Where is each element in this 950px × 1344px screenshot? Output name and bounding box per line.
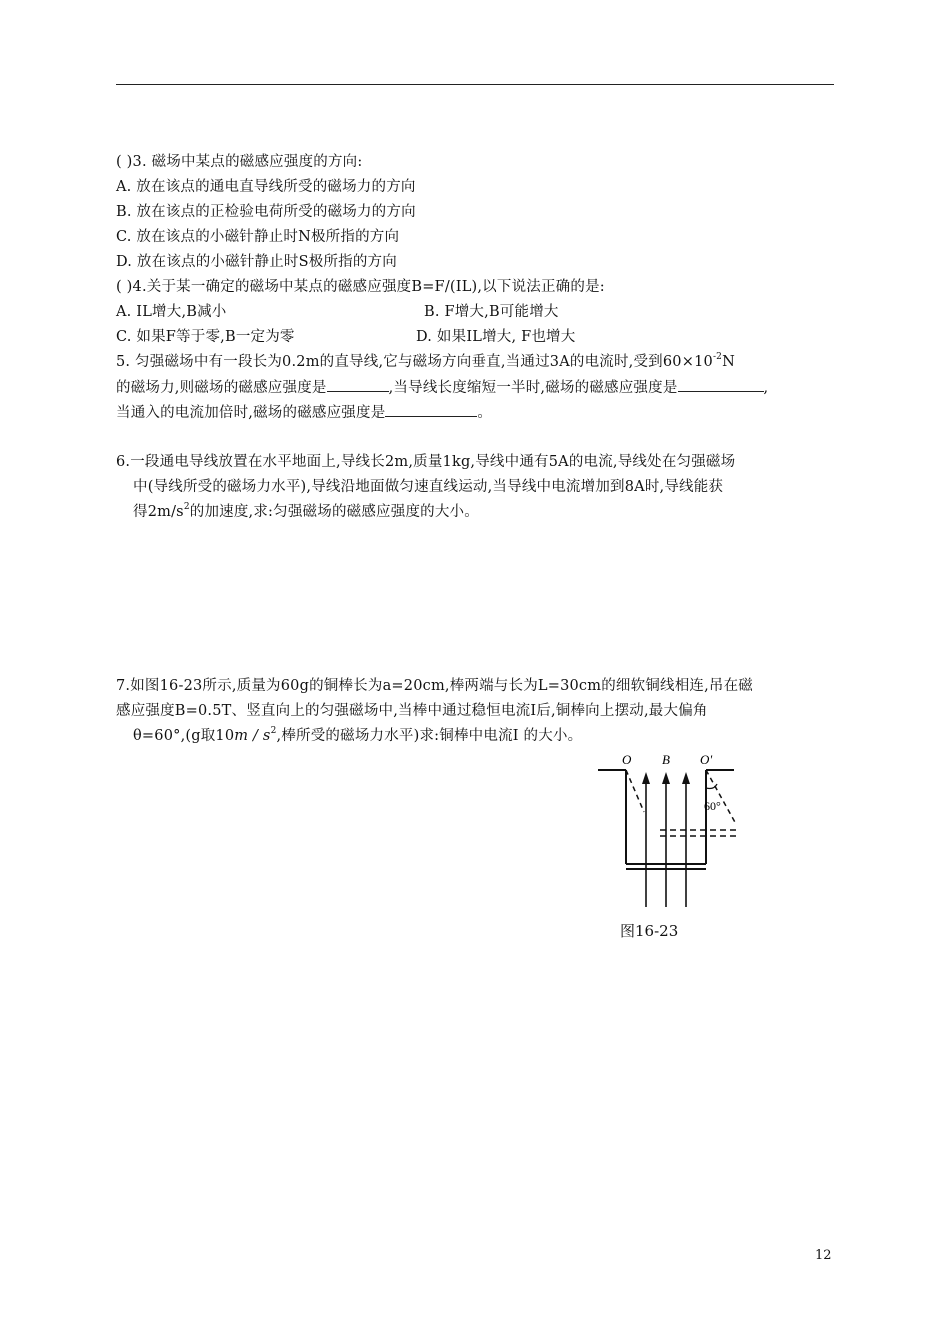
- q6-line-1: 6.一段通电导线放置在水平地面上,导线长2m,质量1kg,导线中通有5A的电流,导线处在匀强磁场: [116, 454, 736, 470]
- field-arrow-2: [662, 772, 670, 784]
- q7-unit: m / s: [234, 728, 271, 744]
- q7-line-1: 7.如图16-23所示,质量为60g的铜棒长为a=20cm,棒两端与长为L=30cm的细软铜线相连,吊在磁: [116, 678, 754, 694]
- q5-unit: N: [722, 354, 735, 370]
- q3-option-c: C. 放在该点的小磁针静止时N极所指的方向: [116, 229, 400, 245]
- label-o-prime: O': [700, 752, 713, 767]
- q5-line-2: [116, 377, 768, 398]
- q4-option-a: A. IL增大,B减小: [116, 304, 227, 320]
- q4-stem: ( )4.关于某一确定的磁场中某点的磁感应强度B=F/(IL),以下说法正确的是:: [116, 279, 605, 295]
- q3-stem: ( )3. 磁场中某点的磁感应强度的方向:: [116, 154, 363, 170]
- label-angle: 60°: [704, 799, 721, 813]
- q6-line-2: 中(导线所受的磁场力水平),导线沿地面做匀速直线运动,当导线中电流增加到8A时,导线能获: [133, 479, 724, 495]
- q6-exponent: 2: [183, 502, 190, 513]
- q5-line-2-text-b: ,当导线长度缩短一半时,磁场的磁感应强度是: [388, 380, 678, 396]
- q5-answer-blank-2[interactable]: [678, 377, 764, 392]
- q5-line-1: [116, 352, 735, 372]
- deflected-wire-right: [706, 770, 736, 824]
- q6-line-3-tail: 的加速度,求:匀强磁场的磁感应强度的大小。: [189, 504, 479, 520]
- q7-line-3-text: θ=60°,(g取10: [133, 728, 235, 744]
- deflected-wire-left: [626, 770, 644, 812]
- q7-line-3-tail: ,棒所受的磁场力水平)求:铜棒中电流I 的大小。: [276, 728, 583, 744]
- q7-exponent: 2: [270, 726, 277, 737]
- label-o: O: [622, 752, 632, 767]
- page-number: 12: [815, 1248, 832, 1263]
- field-arrow-1: [642, 772, 650, 784]
- q5-answer-blank-1[interactable]: [327, 377, 389, 392]
- q5-line-3-text-a: 当通入的电流加倍时,磁场的磁感应强度是: [116, 405, 386, 421]
- figure-caption: 图16-23: [620, 922, 679, 940]
- q4-option-d: D. 如果IL增大, F也增大: [416, 329, 576, 345]
- q7-line-2: 感应强度B=0.5T、竖直向上的匀强磁场中,当棒中通过稳恒电流I后,铜棒向上摆动,最大偏角: [116, 703, 708, 719]
- header-rule: [116, 84, 834, 85]
- q5-line-3-text-b: 。: [477, 405, 493, 421]
- q5-line-2-text-a: 的磁场力,则磁场的磁感应强度是: [116, 380, 327, 396]
- q4-option-c: C. 如果F等于零,B一定为零: [116, 329, 295, 345]
- q4-option-b: B. F增大,B可能增大: [424, 304, 559, 320]
- q6-line-3-text: 得2m/s: [133, 504, 184, 520]
- q6-line-3: [133, 502, 479, 522]
- q3-option-d: D. 放在该点的小磁针静止时S极所指的方向: [116, 254, 397, 270]
- q5-line-1-text: 5. 匀强磁场中有一段长为0.2m的直导线,它与磁场方向垂直,当通过3A的电流时,受到60×10: [116, 354, 713, 370]
- label-b: B: [662, 752, 670, 767]
- q3-option-a: A. 放在该点的通电直导线所受的磁场力的方向: [116, 179, 416, 195]
- q5-line-2-text-c: ,: [763, 380, 769, 396]
- q5-line-3: [116, 402, 492, 423]
- q5-exponent: -2: [712, 352, 723, 363]
- q5-answer-blank-3[interactable]: [385, 402, 477, 417]
- q3-option-b: B. 放在该点的正检验电荷所受的磁场力的方向: [116, 204, 416, 220]
- q7-line-3: [133, 726, 582, 746]
- field-arrow-3: [682, 772, 690, 784]
